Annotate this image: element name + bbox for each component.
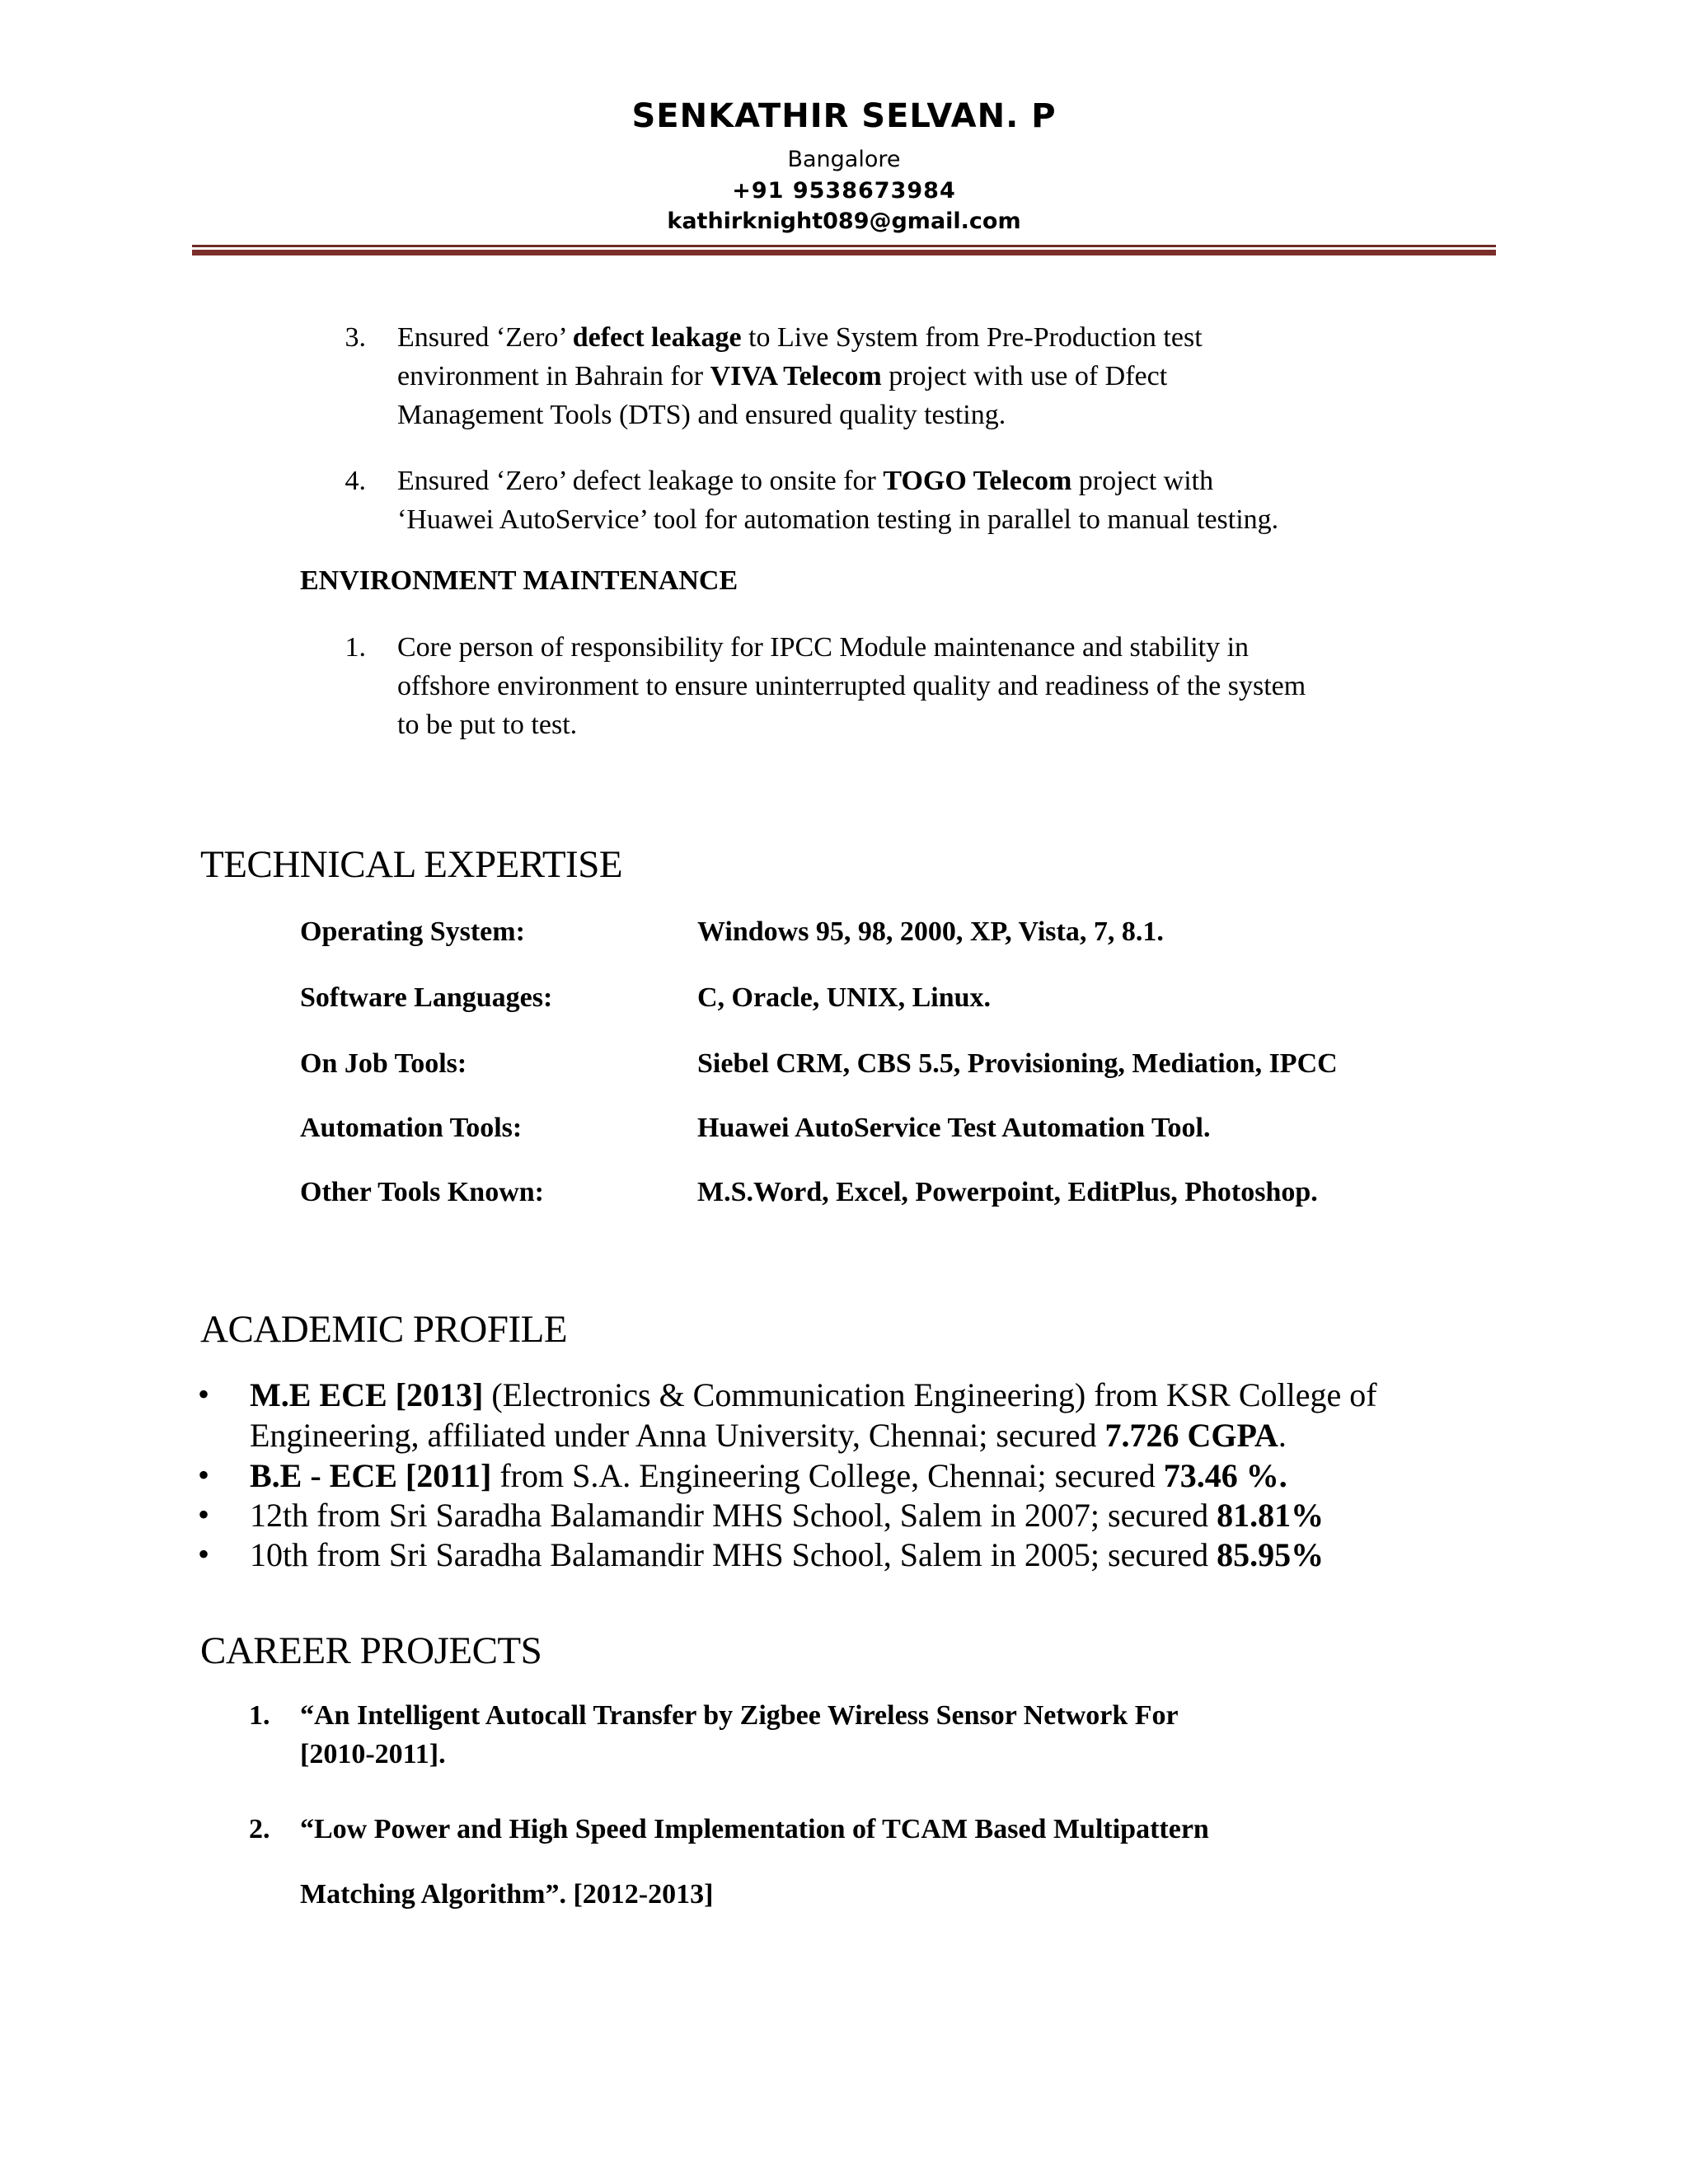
tech-label: On Job Tools: — [300, 1048, 467, 1079]
candidate-city: Bangalore — [787, 147, 901, 172]
bullet-icon: • — [198, 1376, 210, 1413]
candidate-email: kathirknight089@gmail.com — [667, 209, 1021, 234]
list-item — [397, 462, 1485, 539]
list-item-line: offshore environment to ensure uninterrupted quality and readiness of the system — [397, 671, 1306, 701]
candidate-phone: +91 9538673984 — [732, 178, 956, 204]
tech-value: Windows 95, 98, 2000, XP, Vista, 7, 8.1. — [697, 916, 1164, 947]
score-value: 73.46 %. — [1163, 1457, 1287, 1494]
project-line: [2010-2011]. — [300, 1739, 446, 1769]
project-item — [300, 1810, 1503, 1914]
text-run: 10th from Sri Saradha Balamandir MHS School, Salem in 2005; secured — [250, 1536, 1217, 1573]
score-value: 85.95% — [1217, 1536, 1325, 1573]
subsection-heading: ENVIRONMENT MAINTENANCE — [300, 565, 738, 596]
header-divider-thin — [192, 245, 1496, 247]
emphasis-text: TOGO Telecom — [883, 466, 1072, 496]
academic-line — [250, 1415, 1511, 1455]
list-number: 4. — [345, 466, 366, 496]
score-value: 81.81% — [1217, 1497, 1325, 1534]
text-run: 12th from Sri Saradha Balamandir MHS School, Salem in 2007; secured — [250, 1497, 1217, 1534]
list-item-line — [397, 462, 1485, 500]
text-run: Engineering, affiliated under Anna University, Chennai; secured — [250, 1417, 1105, 1454]
tech-value: Siebel CRM, CBS 5.5, Provisioning, Mediation, IPCC — [697, 1048, 1338, 1079]
bullet-icon: • — [198, 1535, 210, 1572]
text-run: Ensured ‘Zero’ defect leakage to onsite for — [397, 466, 884, 496]
tech-label: Software Languages: — [300, 982, 553, 1013]
emphasis-text: defect leakage — [572, 322, 742, 353]
academic-line — [250, 1375, 1511, 1415]
header-divider-thick — [192, 250, 1496, 255]
list-item-line: to be put to test. — [397, 710, 578, 740]
score-value: 7.726 CGPA — [1104, 1417, 1278, 1454]
candidate-name: SENKATHIR SELVAN. P — [631, 97, 1057, 135]
tech-value: Huawei AutoService Test Automation Tool. — [697, 1113, 1211, 1143]
degree-title: M.E ECE [2013] — [250, 1376, 484, 1413]
list-item-line: Management Tools (DTS) and ensured quality testing. — [397, 400, 1006, 430]
text-run: (Electronics & Communication Engineering) from KSR College of — [483, 1376, 1377, 1413]
academic-item — [250, 1375, 1511, 1455]
academic-item — [250, 1455, 1511, 1496]
bullet-icon: • — [198, 1496, 210, 1533]
tech-value: M.S.Word, Excel, Powerpoint, EditPlus, Photoshop. — [697, 1177, 1318, 1207]
academic-item — [250, 1495, 1511, 1535]
project-number: 1. — [249, 1700, 270, 1731]
list-number: 3. — [345, 322, 366, 353]
section-heading-projects: CAREER PROJECTS — [200, 1629, 542, 1672]
degree-title: B.E - ECE [2011] — [250, 1457, 492, 1494]
academic-item — [250, 1535, 1511, 1575]
tech-label: Other Tools Known: — [300, 1177, 545, 1207]
text-run: Ensured ‘Zero’ — [397, 322, 573, 353]
text-run: . — [1278, 1417, 1287, 1454]
text-run: project with — [1071, 466, 1214, 496]
list-item-line — [397, 318, 1485, 357]
text-run: project with use of Dfect — [881, 361, 1168, 391]
list-item-line: Core person of responsibility for IPCC Module maintenance and stability in — [397, 632, 1250, 663]
list-item — [397, 628, 1502, 744]
project-line: “Low Power and High Speed Implementation of TCAM Based Multipattern — [300, 1814, 1209, 1844]
list-item-line: ‘Huawei AutoService’ tool for automation testing in parallel to manual testing. — [397, 504, 1279, 535]
emphasis-text: VIVA Telecom — [710, 361, 882, 391]
text-run: to Live System from Pre-Production test — [741, 322, 1203, 353]
text-run: from S.A. Engineering College, Chennai; secured — [491, 1457, 1164, 1494]
section-heading-academic: ACADEMIC PROFILE — [200, 1308, 568, 1351]
project-item — [300, 1696, 1503, 1774]
bullet-icon: • — [198, 1456, 210, 1493]
list-item-line — [397, 357, 1485, 396]
project-line: “An Intelligent Autocall Transfer by Zigbee Wireless Sensor Network For — [300, 1700, 1179, 1731]
tech-label: Automation Tools: — [300, 1113, 523, 1143]
section-heading-technical: TECHNICAL EXPERTISE — [200, 843, 623, 886]
project-line: Matching Algorithm”. [2012-2013] — [300, 1879, 714, 1910]
list-number: 1. — [345, 632, 366, 663]
project-number: 2. — [249, 1814, 270, 1844]
tech-value: C, Oracle, UNIX, Linux. — [697, 982, 992, 1013]
text-run: environment in Bahrain for — [397, 361, 710, 391]
tech-label: Operating System: — [300, 916, 525, 947]
list-item — [397, 318, 1485, 434]
